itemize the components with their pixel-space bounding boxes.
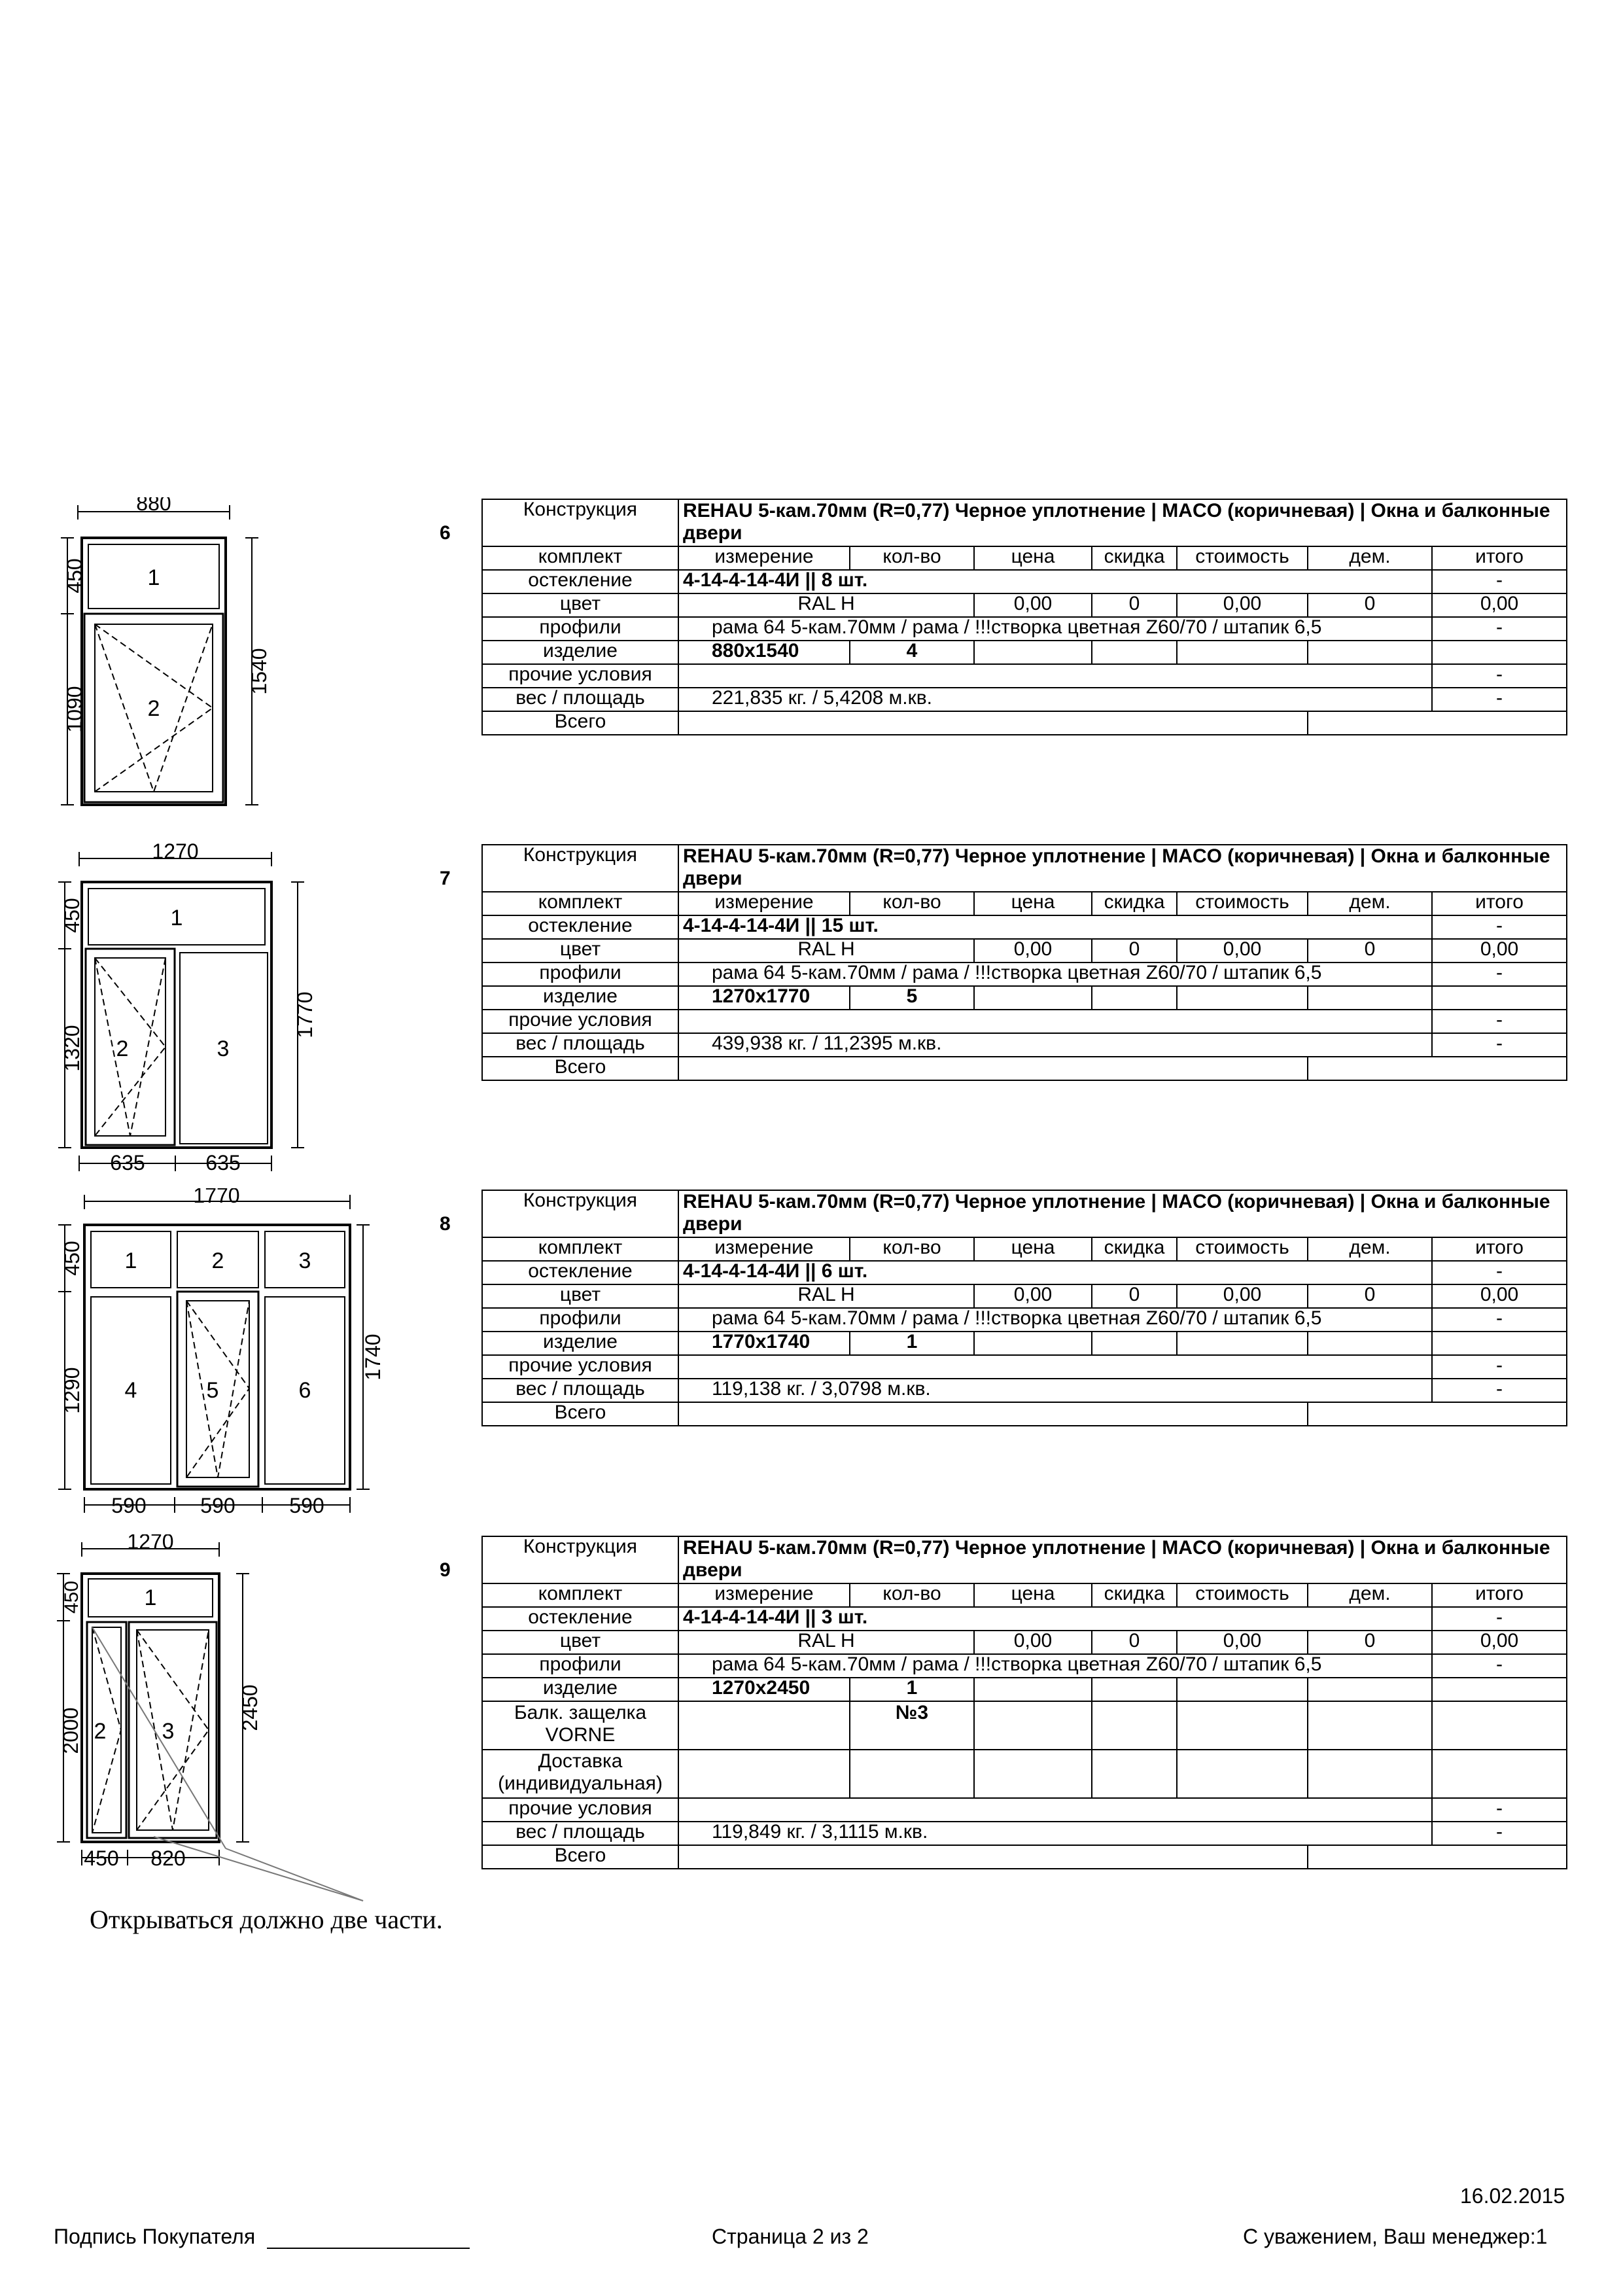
row-label: изделие (482, 641, 678, 664)
col-header: скидка (1092, 1237, 1177, 1261)
row-total: 0,00 (1432, 1284, 1567, 1308)
col-header: комплект (482, 1237, 678, 1261)
row-label: профили (482, 617, 678, 641)
color-value: RAL H (678, 593, 974, 617)
window-drawing-6 (56, 497, 304, 815)
col-header: измерение (678, 546, 850, 570)
col-header: цена (974, 1583, 1092, 1607)
spec-table-9 (481, 1536, 1567, 1869)
row-label: остекление (482, 915, 678, 939)
row-total: - (1432, 1355, 1567, 1379)
weight-value: 221,835 кг. / 5,4208 м.кв. (678, 688, 1432, 711)
panel-label-6-2: 2 (147, 696, 160, 721)
row-label: прочие условия (482, 1798, 678, 1822)
col-header: кол-во (850, 1583, 974, 1607)
dim-height-8: 1740 (361, 1333, 385, 1381)
item-number-6: 6 (440, 522, 451, 544)
product-size: 880x1540 (678, 641, 850, 664)
col-header: измерение (678, 1237, 850, 1261)
glazing-value: 4-14-4-14-4И || 8 шт. (678, 570, 1432, 593)
dem: 0 (1308, 939, 1432, 963)
col-header: итого (1432, 546, 1567, 570)
price: 0,00 (974, 939, 1092, 963)
row-total: 0,00 (1432, 1631, 1567, 1654)
color-value: RAL H (678, 1631, 974, 1654)
row-total: - (1432, 1308, 1567, 1332)
panel-label-9-2: 2 (94, 1719, 107, 1744)
discount: 0 (1092, 1284, 1177, 1308)
col-header: стоимость (1177, 892, 1308, 915)
dim-bottom-7: 1320 (60, 1025, 84, 1072)
row-total: - (1432, 1379, 1567, 1402)
row-label: Балк. защелка VORNE (482, 1701, 678, 1750)
dim-top-6: 450 (63, 558, 86, 593)
row-label: профили (482, 963, 678, 986)
product-size: 1770x1740 (678, 1332, 850, 1355)
col-header: дем. (1308, 1583, 1432, 1607)
cost: 0,00 (1177, 593, 1308, 617)
product-qty: 1 (850, 1332, 974, 1355)
dim-top-7: 450 (60, 898, 84, 933)
color-value: RAL H (678, 939, 974, 963)
window-drawing-8 (56, 1188, 409, 1532)
weight-value: 119,849 кг. / 3,1115 м.кв. (678, 1822, 1432, 1845)
row-label: вес / площадь (482, 1379, 678, 1402)
profiles-value: рама 64 5-кам.70мм / рама / !!!створка цветная Z60/70 / штапик 6,5 (678, 617, 1432, 641)
row-label: цвет (482, 1631, 678, 1654)
row-total: - (1432, 1607, 1567, 1631)
dim-bottom-6: 1090 (63, 686, 86, 733)
col-header: комплект (482, 892, 678, 915)
col-header: цена (974, 1237, 1092, 1261)
row-label: Доставка (индивидуальная) (482, 1750, 678, 1798)
row-total: - (1432, 1822, 1567, 1845)
dim-bottom-width-7b: 635 (205, 1151, 241, 1174)
product-qty: 5 (850, 986, 974, 1010)
dem: 0 (1308, 593, 1432, 617)
row-total: - (1432, 1010, 1567, 1033)
latch-qty: №3 (850, 1701, 974, 1750)
weight-value: 119,138 кг. / 3,0798 м.кв. (678, 1379, 1432, 1402)
spec-table-7 (481, 844, 1567, 1081)
item-number-9: 9 (440, 1559, 451, 1581)
construction-label: Конструкция (482, 1190, 678, 1237)
row-label: прочие условия (482, 664, 678, 688)
col-header: измерение (678, 892, 850, 915)
row-total: - (1432, 1261, 1567, 1284)
row-label: Всего (482, 1402, 678, 1426)
dim-height-9: 2450 (238, 1684, 262, 1731)
panel-label-6-1: 1 (147, 565, 160, 590)
row-label: вес / площадь (482, 688, 678, 711)
window-drawing-7 (56, 843, 317, 1180)
row-label: профили (482, 1308, 678, 1332)
dim-width-8: 1770 (193, 1188, 240, 1207)
row-total: - (1432, 1033, 1567, 1057)
panel-label-8-3: 3 (298, 1248, 311, 1273)
row-total: - (1432, 963, 1567, 986)
panel-label-9-3: 3 (162, 1719, 175, 1744)
item-number-7: 7 (440, 868, 451, 889)
color-value: RAL H (678, 1284, 974, 1308)
panel-label-7-2: 2 (116, 1036, 129, 1061)
row-label: Всего (482, 711, 678, 735)
discount: 0 (1092, 593, 1177, 617)
dem: 0 (1308, 1284, 1432, 1308)
dim-height-6: 1540 (247, 648, 271, 695)
row-label: прочие условия (482, 1010, 678, 1033)
cost: 0,00 (1177, 1284, 1308, 1308)
row-total: - (1432, 1798, 1567, 1822)
row-label: вес / площадь (482, 1033, 678, 1057)
profiles-value: рама 64 5-кам.70мм / рама / !!!створка цветная Z60/70 / штапик 6,5 (678, 1308, 1432, 1332)
panel-label-9-1: 1 (144, 1585, 157, 1610)
col-header: цена (974, 546, 1092, 570)
window-drawing-9 (56, 1534, 474, 1911)
col-header: итого (1432, 1583, 1567, 1607)
row-label: изделие (482, 986, 678, 1010)
row-label: цвет (482, 939, 678, 963)
row-label: Всего (482, 1845, 678, 1869)
product-size: 1270x1770 (678, 986, 850, 1010)
dim-bottom-width-9a: 450 (84, 1846, 119, 1870)
construction-label: Конструкция (482, 845, 678, 892)
dim-height-7: 1770 (293, 991, 317, 1038)
discount: 0 (1092, 939, 1177, 963)
col-header: стоимость (1177, 1583, 1308, 1607)
col-header: дем. (1308, 1237, 1432, 1261)
row-total: - (1432, 915, 1567, 939)
dim-bottom-8: 1290 (60, 1367, 84, 1414)
dim-bottom-width-7a: 635 (110, 1151, 145, 1174)
product-qty: 4 (850, 641, 974, 664)
dim-bottom-width-8a: 590 (111, 1494, 147, 1517)
construction-label: Конструкция (482, 499, 678, 546)
price: 0,00 (974, 1631, 1092, 1654)
dim-bottom-width-8b: 590 (200, 1494, 236, 1517)
signature-line[interactable] (267, 2228, 470, 2249)
dim-bottom-9: 2000 (59, 1707, 82, 1754)
col-header: стоимость (1177, 1237, 1308, 1261)
signature-label: Подпись Покупателя (54, 2225, 256, 2248)
profiles-value: рама 64 5-кам.70мм / рама / !!!створка цветная Z60/70 / штапик 6,5 (678, 963, 1432, 986)
signature-block (54, 2225, 470, 2249)
col-header: кол-во (850, 1237, 974, 1261)
panel-label-8-6: 6 (298, 1378, 311, 1403)
price: 0,00 (974, 593, 1092, 617)
row-label: изделие (482, 1332, 678, 1355)
construction-value: REHAU 5-кам.70мм (R=0,77) Черное уплотнение | MACO (коричневая) | Окна и балконные двери (678, 499, 1567, 546)
panel-label-8-2: 2 (211, 1248, 224, 1273)
col-header: измерение (678, 1583, 850, 1607)
row-total: 0,00 (1432, 593, 1567, 617)
dim-width-6: 880 (136, 497, 171, 515)
row-label: цвет (482, 1284, 678, 1308)
row-label: вес / площадь (482, 1822, 678, 1845)
col-header: комплект (482, 1583, 678, 1607)
col-header: дем. (1308, 892, 1432, 915)
construction-label: Конструкция (482, 1536, 678, 1583)
row-total: - (1432, 570, 1567, 593)
row-total: - (1432, 1654, 1567, 1678)
construction-value: REHAU 5-кам.70мм (R=0,77) Черное уплотнение | MACO (коричневая) | Окна и балконные двери (678, 1190, 1567, 1237)
weight-value: 439,938 кг. / 11,2395 м.кв. (678, 1033, 1432, 1057)
col-header: дем. (1308, 546, 1432, 570)
dem: 0 (1308, 1631, 1432, 1654)
glazing-value: 4-14-4-14-4И || 15 шт. (678, 915, 1432, 939)
cost: 0,00 (1177, 939, 1308, 963)
row-label: остекление (482, 1607, 678, 1631)
row-label: изделие (482, 1678, 678, 1701)
row-total: - (1432, 617, 1567, 641)
item-number-8: 8 (440, 1213, 451, 1235)
col-header: скидка (1092, 1583, 1177, 1607)
row-total: 0,00 (1432, 939, 1567, 963)
row-label: остекление (482, 570, 678, 593)
glazing-value: 4-14-4-14-4И || 6 шт. (678, 1261, 1432, 1284)
profiles-value: рама 64 5-кам.70мм / рама / !!!створка цветная Z60/70 / штапик 6,5 (678, 1654, 1432, 1678)
col-header: кол-во (850, 892, 974, 915)
price: 0,00 (974, 1284, 1092, 1308)
dim-bottom-width-9b: 820 (150, 1846, 186, 1870)
row-label: цвет (482, 593, 678, 617)
col-header: кол-во (850, 546, 974, 570)
panel-label-8-5: 5 (206, 1378, 219, 1403)
row-total: - (1432, 688, 1567, 711)
panel-label-8-1: 1 (124, 1248, 137, 1273)
panel-label-7-1: 1 (170, 906, 183, 930)
construction-value: REHAU 5-кам.70мм (R=0,77) Черное уплотнение | MACO (коричневая) | Окна и балконные двери (678, 1536, 1567, 1583)
dim-bottom-width-8c: 590 (289, 1494, 324, 1517)
dim-width-7: 1270 (152, 843, 199, 863)
row-label: Всего (482, 1057, 678, 1080)
row-total: - (1432, 664, 1567, 688)
spec-table-6 (481, 499, 1567, 735)
col-header: стоимость (1177, 546, 1308, 570)
row-label: прочие условия (482, 1355, 678, 1379)
discount: 0 (1092, 1631, 1177, 1654)
handwritten-note: Открываться должно две части. (90, 1905, 443, 1934)
col-header: итого (1432, 1237, 1567, 1261)
product-size: 1270x2450 (678, 1678, 850, 1701)
panel-label-8-4: 4 (124, 1378, 137, 1403)
glazing-value: 4-14-4-14-4И || 3 шт. (678, 1607, 1432, 1631)
dim-width-9: 1270 (127, 1534, 174, 1553)
product-qty: 1 (850, 1678, 974, 1701)
dim-top-9: 450 (61, 1580, 82, 1614)
col-header: цена (974, 892, 1092, 915)
cost: 0,00 (1177, 1631, 1308, 1654)
dim-top-8: 450 (60, 1241, 84, 1276)
row-label: остекление (482, 1261, 678, 1284)
col-header: комплект (482, 546, 678, 570)
col-header: скидка (1092, 546, 1177, 570)
spec-table-8 (481, 1190, 1567, 1426)
col-header: скидка (1092, 892, 1177, 915)
row-label: профили (482, 1654, 678, 1678)
page-number: Страница 2 из 2 (712, 2225, 869, 2248)
footer-date: 16.02.2015 (1460, 2184, 1565, 2208)
panel-label-7-3: 3 (217, 1036, 230, 1061)
col-header: итого (1432, 892, 1567, 915)
manager-signature: С уважением, Ваш менеджер:1 (1243, 2225, 1548, 2248)
construction-value: REHAU 5-кам.70мм (R=0,77) Черное уплотнение | MACO (коричневая) | Окна и балконные двери (678, 845, 1567, 892)
